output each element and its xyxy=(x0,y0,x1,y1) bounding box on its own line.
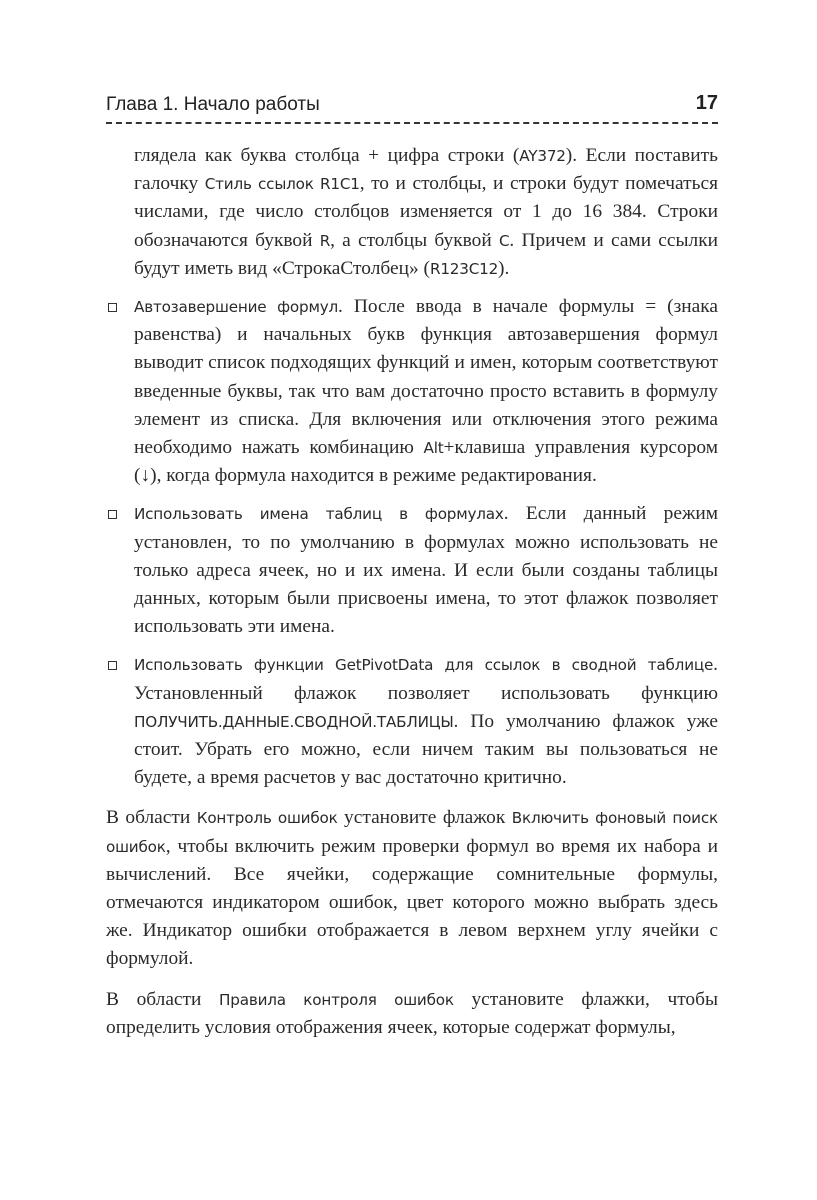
list-item xyxy=(106,500,718,641)
row-letter: R xyxy=(319,231,331,250)
text: , то и столбцы, и строки будут помечаться числами, где число столбцов изменяется от 1 до 16 384. Строки обозначаются буквой xyxy=(134,173,718,251)
continued-paragraph xyxy=(106,142,718,283)
column-letter: C xyxy=(498,231,510,250)
text: . Причем и сами ссылки будут иметь вид «СтрокаСтолбец» ( xyxy=(134,229,719,279)
checkbox-bullet-icon xyxy=(108,510,117,519)
text: установите флажки, чтобы определить условия отображения ячеек, которые содержат формулы, xyxy=(106,988,719,1038)
paragraph xyxy=(106,804,718,973)
function-name: ПОЛУЧИТЬ.ДАННЫЕ.СВОДНОЙ.ТАБЛИЦЫ xyxy=(134,712,454,731)
text: . После ввода в начале формулы = (знака равенства) и начальных букв функция автозавершения формул выводит список подходящих функций и имен, которым соответствуют введенные буквы, так что вам достаточно просто вставить в формулу элемент из списка. Для включения или отключения этого режима необходимо нажать комбинацию xyxy=(134,296,718,459)
text: В области xyxy=(106,807,197,829)
text: +клавиша управления курсором (↓), когда формула находится в режиме редактирования. xyxy=(134,437,719,487)
paragraph xyxy=(106,986,718,1042)
option-name: Включить фоновый поиск ошибок xyxy=(106,809,718,856)
section-name: Контроль ошибок xyxy=(196,809,338,828)
text: , а столбцы буквой xyxy=(330,229,499,251)
text: В области xyxy=(106,988,220,1010)
text: ). xyxy=(498,257,510,279)
r1c1-ref-example: R123C12 xyxy=(429,259,499,278)
text: ). Если поставить галочку xyxy=(134,145,718,195)
option-name: Стиль ссылок R1C1 xyxy=(204,175,360,194)
list-item xyxy=(106,293,718,490)
section-name: Правила контроля ошибок xyxy=(219,990,454,1009)
text: . Установленный флажок позволяет использовать функцию xyxy=(134,654,718,704)
option-name: Использовать функции GetPivotData для ссылок в сводной таблице xyxy=(134,656,714,675)
text: . По умолчанию флажок уже стоит. Убрать его можно, если ничем таким вы пользоваться не будете, а время расчетов у вас достаточно критично. xyxy=(134,710,718,789)
page-header xyxy=(106,92,718,124)
key-name: Alt xyxy=(423,439,444,458)
cell-ref-example: AY372 xyxy=(519,147,566,165)
chapter-title: Глава 1. Начало работы xyxy=(106,94,320,115)
option-name: Автозавершение формул xyxy=(134,298,339,317)
checkbox-bullet-icon xyxy=(108,303,117,312)
option-name: Использовать имена таблиц в формулах xyxy=(134,505,504,524)
text: глядела как буква столбца + цифра строки ( xyxy=(134,145,520,166)
page-body xyxy=(106,142,718,1042)
page-number: 17 xyxy=(695,92,718,114)
text: . Если данный режим установлен, то по умолчанию в формулах можно использовать не только адреса ячеек, но и их имена. И если были созданы таблицы данных, которым были присвоены имена, то этот флажок позволяет использовать эти имена. xyxy=(134,503,718,638)
checkbox-bullet-icon xyxy=(108,661,117,670)
list-item xyxy=(106,651,718,792)
text: установите флажок xyxy=(337,807,512,829)
text: , чтобы включить режим проверки формул во время их набора и вычислений. Все ячейки, содержащие сомнительные формулы, отмечаются индикатором ошибок, цвет которого можно выбрать здесь же. Индикатор ошибки отображается в левом верхнем углу ячейки с формулой. xyxy=(106,835,718,970)
